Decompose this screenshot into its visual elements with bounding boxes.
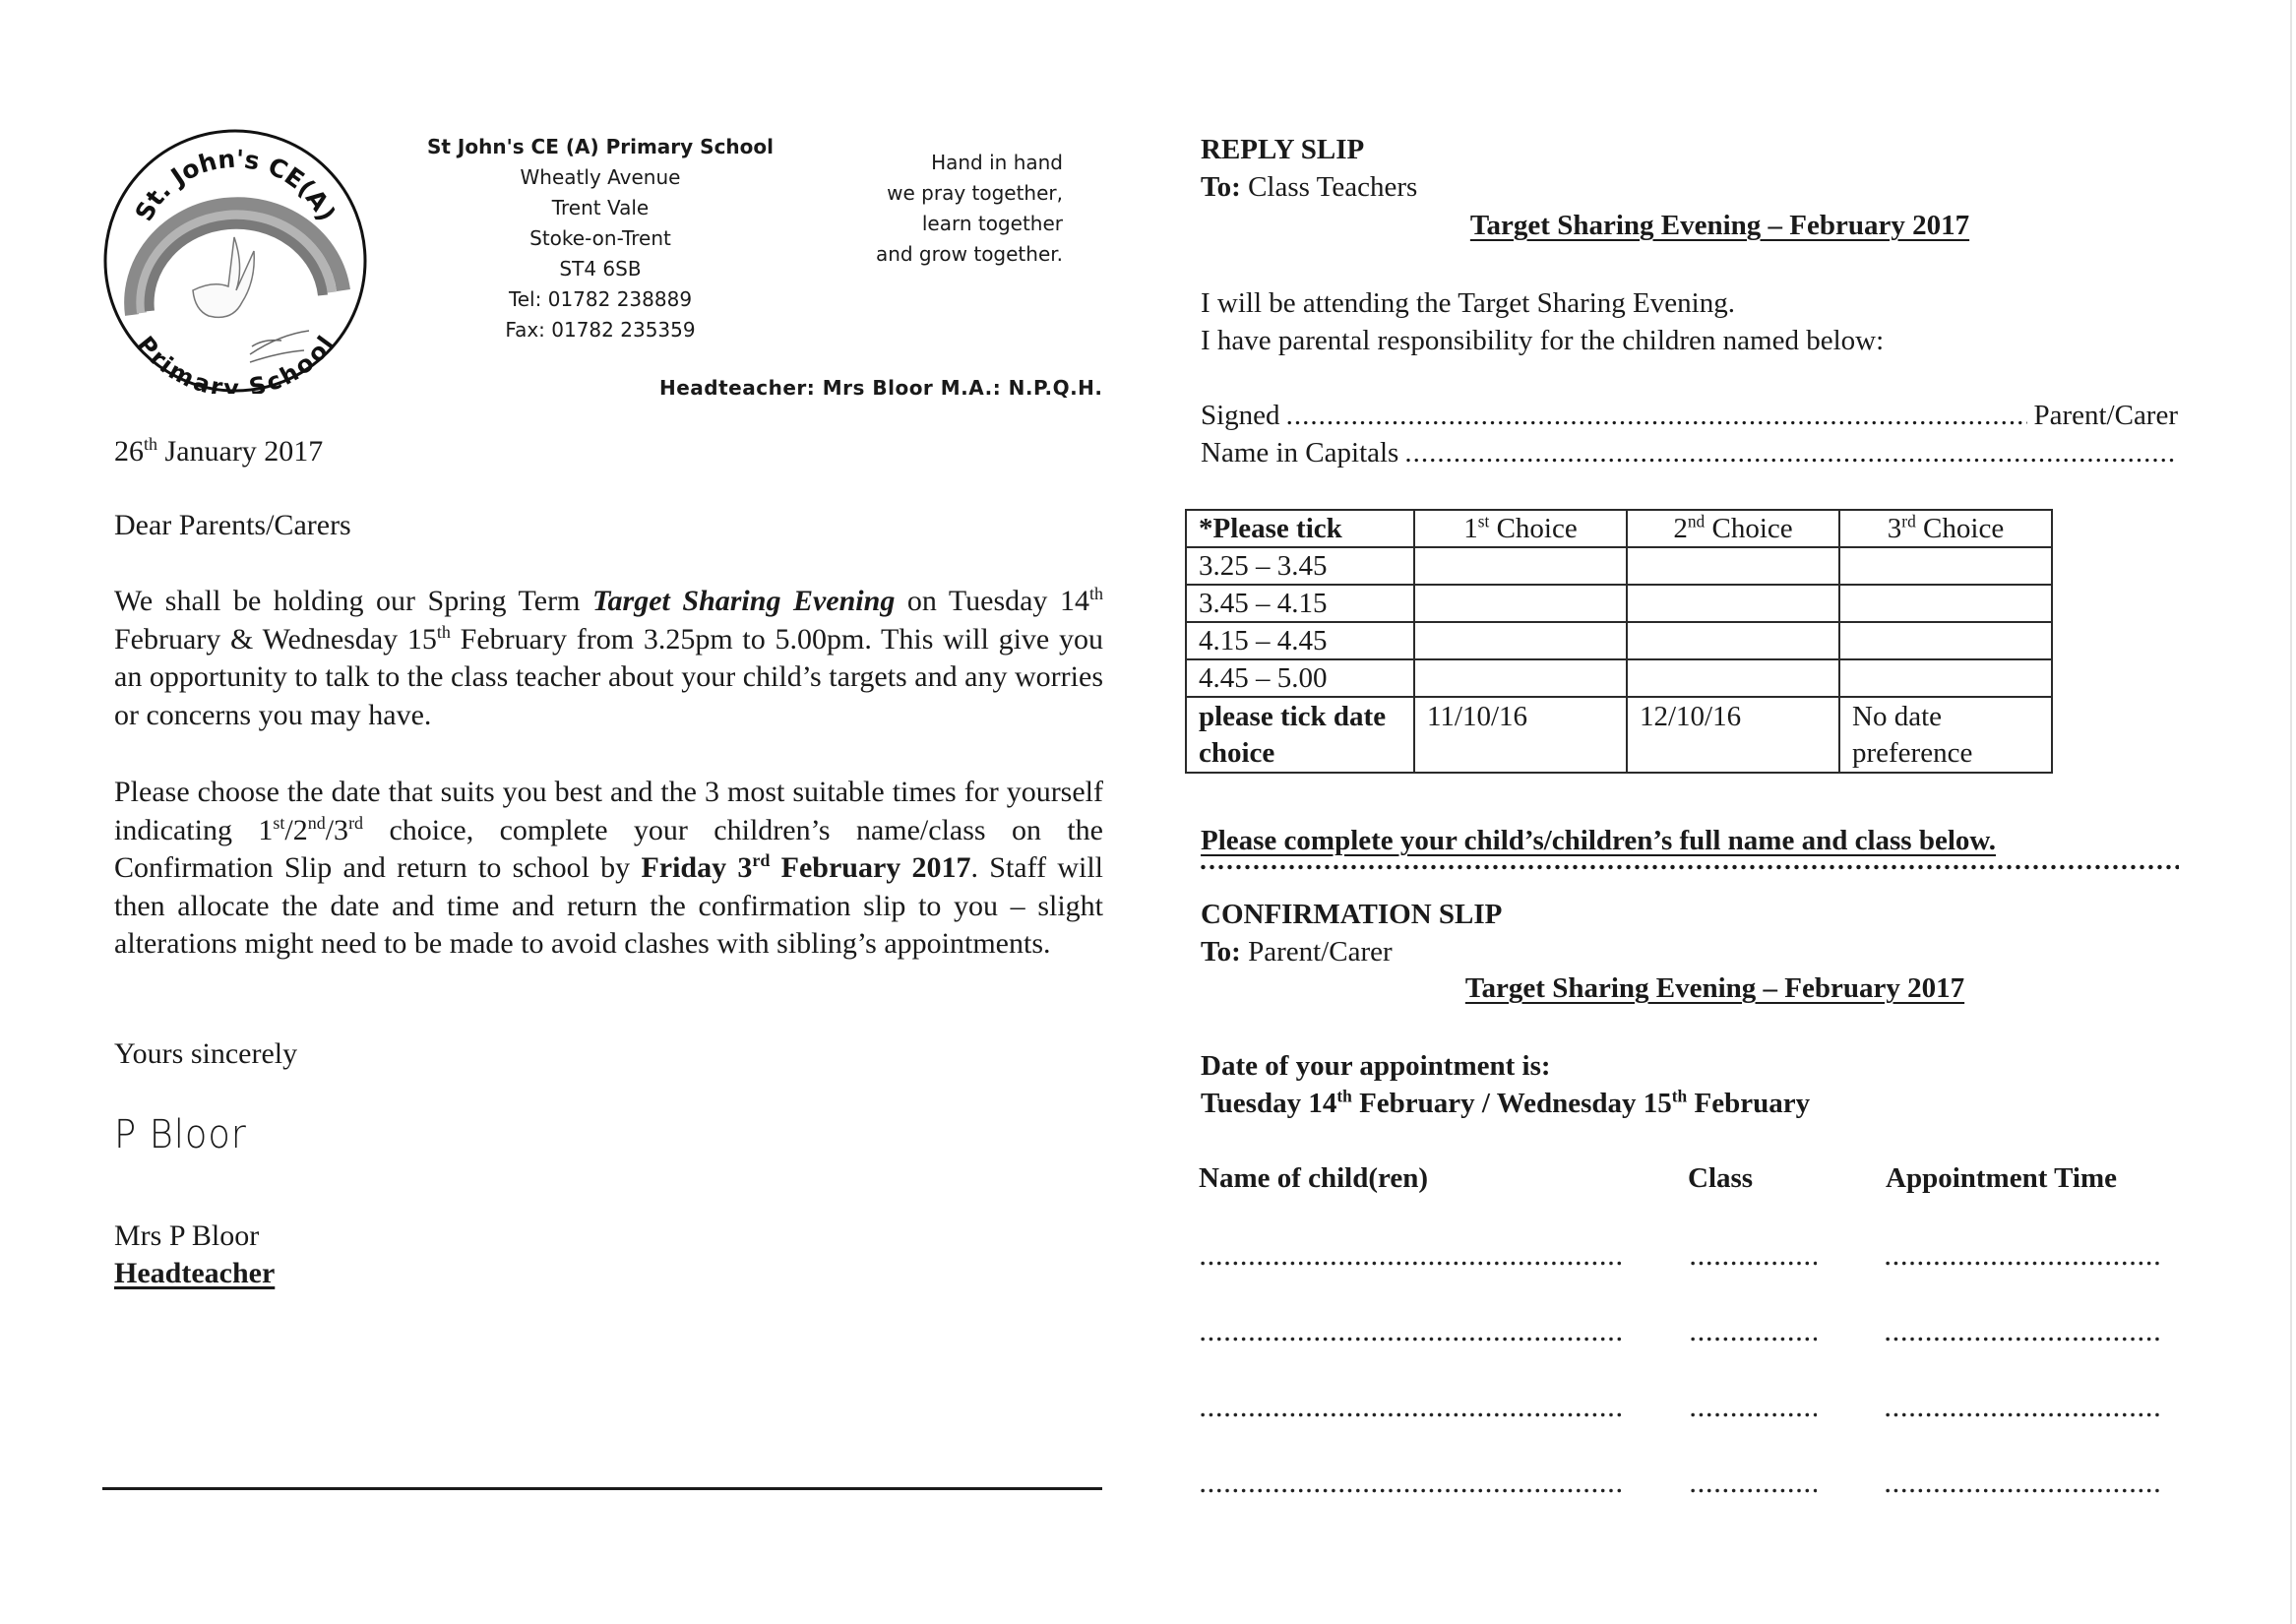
attendance-statement: I will be attending the Target Sharing Evening. [1201, 287, 1735, 319]
table-row [1186, 547, 2052, 585]
return-deadline: Friday 3rd February 2017 [641, 850, 971, 884]
time-slot-label: 4.15 – 4.45 [1186, 622, 1414, 659]
address-postcode: ST4 6SB [559, 257, 642, 281]
signer-name: Mrs P Bloor [114, 1219, 260, 1252]
child-name-blank[interactable] [1199, 1337, 1622, 1342]
date-option-no-preference[interactable]: No date preference [1839, 697, 2052, 773]
headteacher-credentials: Headteacher: Mrs Bloor M.A.: N.P.Q.H. [659, 376, 1103, 400]
salutation: Dear Parents/Carers [114, 509, 351, 541]
signed-label: Signed [1201, 400, 1280, 431]
tick-cell[interactable] [1839, 547, 2052, 585]
name-in-capitals-field[interactable] [1201, 434, 2178, 471]
address-street: Wheatly Avenue [520, 165, 681, 189]
tick-cell[interactable] [1414, 622, 1627, 659]
tick-cell[interactable] [1839, 622, 2052, 659]
tick-cell[interactable] [1627, 659, 1839, 697]
table-row [1186, 659, 2052, 697]
svg-text:St. John's CE(A): St. John's CE(A) [129, 144, 341, 226]
signature-field[interactable] [1201, 397, 2178, 434]
class-blank[interactable] [1689, 1337, 1817, 1342]
signed-suffix: Parent/Carer [2033, 400, 2178, 431]
responsibility-statement: I have parental responsibility for the children named below: [1201, 325, 1885, 356]
appointment-time-blank[interactable] [1884, 1412, 2161, 1417]
signature: P Bloor [114, 1112, 247, 1157]
tear-off-divider [1199, 864, 2179, 870]
motto-line: we pray together, [887, 181, 1063, 205]
child-name-blank[interactable] [1199, 1488, 1622, 1493]
second-choice-header: 2nd Choice [1627, 510, 1839, 547]
confirmation-slip-title: CONFIRMATION SLIP [1201, 899, 1503, 930]
time-slot-label: 3.45 – 4.15 [1186, 585, 1414, 622]
letter-date: 26th January 2017 [114, 434, 324, 468]
appointment-date-label: Date of your appointment is: [1201, 1050, 1551, 1082]
school-name: St John's CE (A) Primary School [426, 135, 774, 158]
tick-cell[interactable] [1414, 547, 1627, 585]
svg-text:Primary School: Primary School [131, 331, 341, 394]
appointment-date-options: Tuesday 14th February / Wednesday 15th February [1201, 1086, 1811, 1119]
column-header-name: Name of child(ren) [1199, 1162, 1429, 1194]
confirmation-slip-event-title: Target Sharing Evening – February 2017 [1464, 972, 1965, 1004]
child-name-blank[interactable] [1199, 1412, 1622, 1417]
tick-cell[interactable] [1414, 659, 1627, 697]
cut-line [102, 1487, 1102, 1490]
column-header-class: Class [1688, 1162, 1754, 1194]
child-name-blank[interactable] [1199, 1261, 1622, 1266]
appointment-time-blank[interactable] [1884, 1261, 2161, 1266]
motto-line: Hand in hand [931, 151, 1063, 174]
school-telephone: Tel: 01782 238889 [508, 287, 693, 311]
first-choice-header: 1st Choice [1414, 510, 1627, 547]
class-blank[interactable] [1689, 1488, 1817, 1493]
tick-cell[interactable] [1414, 585, 1627, 622]
date-option-2[interactable]: 12/10/16 [1627, 697, 1839, 773]
appointment-time-blank[interactable] [1884, 1488, 2161, 1493]
address-area: Trent Vale [551, 196, 650, 219]
school-address [394, 132, 807, 345]
class-blank[interactable] [1689, 1261, 1817, 1266]
tick-cell[interactable] [1627, 585, 1839, 622]
table-row [1186, 585, 2052, 622]
reply-slip-recipient: To: Class Teachers [1201, 171, 1418, 203]
appointment-time-blank[interactable] [1884, 1337, 2161, 1342]
name-blank[interactable] [1404, 434, 2178, 471]
motto-line: learn together [921, 212, 1063, 235]
date-choice-row [1186, 697, 2052, 773]
school-crest-icon [102, 128, 368, 394]
paragraph-instructions: Please choose the date that suits you best and the 3 most suitable times for yourself indicating 1st/2nd/3rd choice, complete your children’s name/class on the Confirmation Slip and return to school by Friday 3rd February 2017. Staff will then allocate the date and time and return the confirmation slip to you – slight alterations might need to be made to avoid clashes with sibling’s appointments. [114, 776, 1103, 960]
signature-blank[interactable] [1286, 397, 2028, 434]
tick-cell[interactable] [1627, 547, 1839, 585]
please-tick-header: *Please tick [1186, 510, 1414, 547]
reply-slip-event-title: Target Sharing Evening – February 2017 [1469, 210, 1970, 241]
school-motto [827, 148, 1063, 270]
reply-slip-title: REPLY SLIP [1201, 134, 1365, 165]
address-city: Stoke-on-Trent [529, 226, 671, 250]
signer-title: Headteacher [114, 1257, 276, 1289]
page-edge [2290, 0, 2292, 1624]
school-fax: Fax: 01782 235359 [505, 318, 696, 342]
name-label: Name in Capitals [1201, 437, 1399, 468]
column-header-appointment-time: Appointment Time [1886, 1162, 2117, 1194]
closing: Yours sincerely [114, 1037, 298, 1070]
time-slot-label: 3.25 – 3.45 [1186, 547, 1414, 585]
time-choice-table [1185, 509, 2053, 774]
complete-names-note: Please complete your child’s/children’s full name and class below. [1201, 825, 1996, 856]
confirmation-slip-recipient: To: Parent/Carer [1201, 936, 1393, 968]
tick-cell[interactable] [1839, 659, 2052, 697]
date-choice-label: please tick date choice [1186, 697, 1414, 773]
event-name: Target Sharing Evening [591, 585, 896, 617]
third-choice-header: 3rd Choice [1839, 510, 2052, 547]
tick-cell[interactable] [1627, 622, 1839, 659]
class-blank[interactable] [1689, 1412, 1817, 1417]
table-row [1186, 622, 2052, 659]
motto-line: and grow together. [875, 242, 1063, 266]
time-slot-label: 4.45 – 5.00 [1186, 659, 1414, 697]
tick-cell[interactable] [1839, 585, 2052, 622]
date-option-1[interactable]: 11/10/16 [1414, 697, 1627, 773]
table-header-row [1186, 510, 2052, 547]
paragraph-event-details: We shall be holding our Spring Term Target Sharing Evening on Tuesday 14th February & Wednesday 15th February from 3.25pm to 5.00pm. This will give you an opportunity to talk to the class teacher about your child’s targets and any worries or concerns you may have. [114, 584, 1103, 731]
